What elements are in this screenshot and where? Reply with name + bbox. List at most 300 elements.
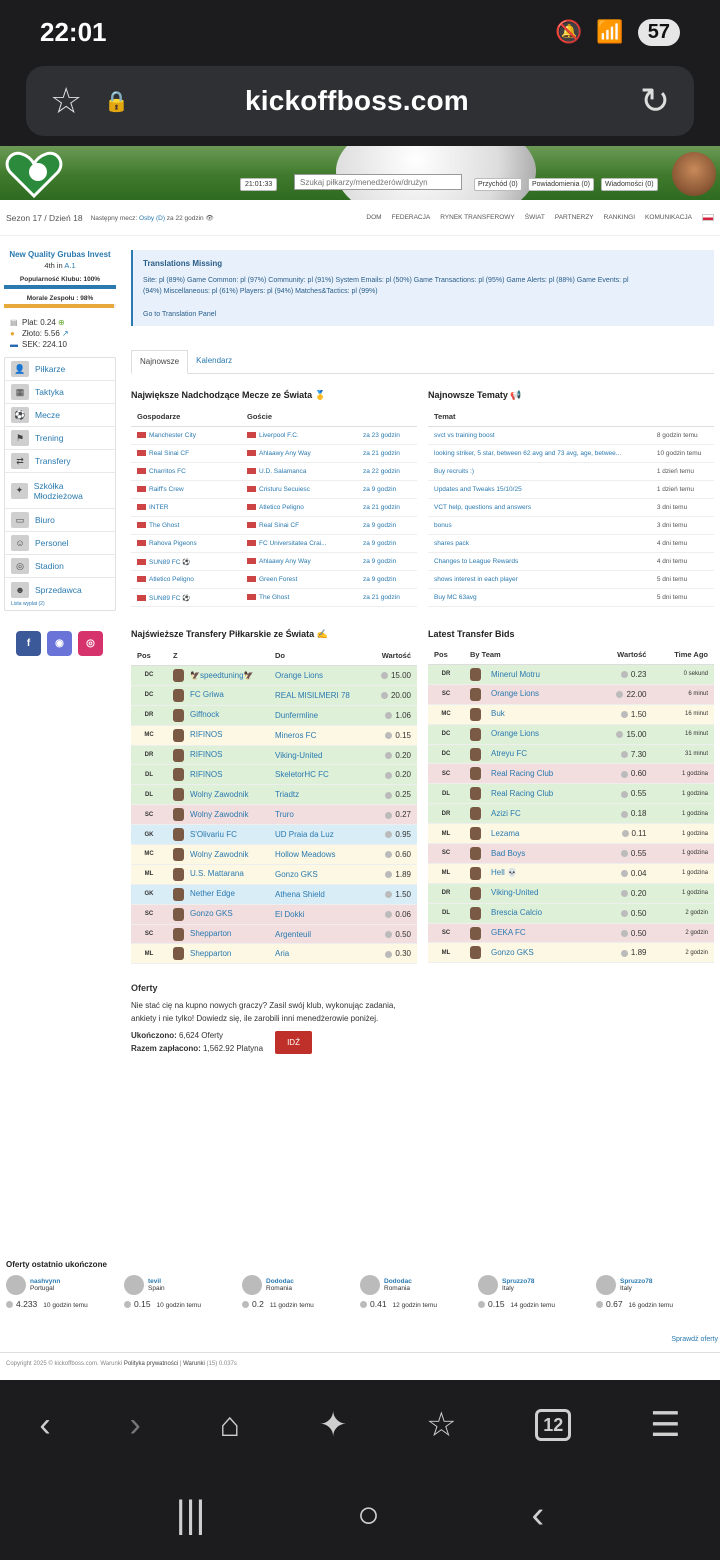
sidebar-item-label: Taktyka bbox=[35, 387, 64, 397]
team-cell[interactable] bbox=[464, 844, 596, 864]
browser-bottom-bar bbox=[0, 1380, 720, 1560]
recent-offer-header bbox=[360, 1275, 478, 1295]
recent-offer-info bbox=[384, 1278, 412, 1292]
tab-latest[interactable]: Najnowsze bbox=[131, 350, 188, 374]
to-team-cell[interactable]: UD Praia da Luz bbox=[269, 825, 369, 845]
league-pos-text: 4th in bbox=[44, 261, 63, 270]
sidebar-item-youth-academy[interactable] bbox=[5, 473, 115, 509]
value-text: 0.20 bbox=[395, 770, 411, 780]
player-face-icon bbox=[470, 907, 481, 920]
team-cell[interactable] bbox=[464, 923, 596, 943]
player-face-icon bbox=[173, 828, 184, 841]
user-name[interactable]: tevil bbox=[148, 1278, 162, 1285]
team-cell[interactable] bbox=[464, 684, 596, 704]
flag-icon bbox=[137, 576, 146, 582]
avatar[interactable] bbox=[360, 1275, 380, 1295]
col-topic: Temat bbox=[428, 407, 651, 427]
home-team-cell[interactable] bbox=[131, 445, 241, 463]
to-team-cell[interactable]: SkeletorHC FC bbox=[269, 765, 369, 785]
chart-icon[interactable]: ↗ bbox=[62, 329, 69, 338]
team-cell[interactable] bbox=[464, 724, 596, 744]
bookmark-star-icon[interactable]: ☆ bbox=[50, 80, 83, 121]
team-name[interactable]: Real Racing Club bbox=[491, 769, 554, 778]
sidebar-item-label: Biuro bbox=[35, 515, 55, 525]
home-team-cell[interactable] bbox=[131, 589, 241, 607]
flag-icon bbox=[247, 486, 256, 492]
transfers-table bbox=[131, 646, 417, 964]
team-name[interactable]: GEKA FC bbox=[491, 928, 526, 938]
player-face-icon bbox=[470, 847, 481, 860]
sidebar-item-seller[interactable] bbox=[5, 578, 115, 601]
to-team-cell[interactable]: Aria bbox=[269, 944, 369, 964]
bookmarks-icon[interactable]: ☆ bbox=[426, 1406, 457, 1444]
server-clock: 21:01:33 bbox=[240, 178, 277, 191]
user-name[interactable]: nashvynn bbox=[30, 1278, 61, 1285]
avatar[interactable] bbox=[124, 1275, 144, 1295]
flag-icon bbox=[137, 432, 146, 438]
team-cell[interactable] bbox=[464, 804, 596, 824]
table-row bbox=[428, 535, 714, 553]
table-row bbox=[131, 535, 417, 553]
menu-home[interactable]: DOM bbox=[366, 214, 382, 221]
value-cell bbox=[596, 764, 652, 784]
from-team-name[interactable]: 🦅speedtuning🦅 bbox=[190, 670, 254, 680]
user-name[interactable]: Spruzzo78 bbox=[502, 1278, 535, 1285]
topic-link[interactable]: Buy MC 63avg bbox=[428, 589, 651, 607]
team-cell[interactable] bbox=[464, 784, 596, 804]
position-cell: ML bbox=[131, 864, 167, 884]
from-team-name[interactable]: Wolny Zawodnik bbox=[190, 789, 249, 799]
from-team-name[interactable]: Gonzo GKS bbox=[190, 909, 233, 919]
value-cell bbox=[596, 704, 652, 724]
coin-icon bbox=[381, 692, 388, 699]
home-team-name[interactable]: Raiff's Crew bbox=[149, 486, 184, 493]
table-row bbox=[131, 924, 417, 944]
position-cell: SC bbox=[428, 923, 464, 943]
morale-bar bbox=[4, 304, 116, 308]
from-team-cell[interactable] bbox=[167, 785, 269, 805]
from-team-cell[interactable] bbox=[167, 725, 269, 745]
match-time[interactable]: za 9 godzin bbox=[357, 481, 417, 499]
match-time[interactable]: za 21 godzin bbox=[357, 499, 417, 517]
site-logo-icon[interactable] bbox=[4, 150, 64, 198]
sidebar-item-training[interactable] bbox=[5, 427, 115, 450]
team-name[interactable]: Atreyu FC bbox=[491, 749, 528, 759]
to-team-cell[interactable]: Truro bbox=[269, 805, 369, 825]
from-team-name[interactable]: S'Olivariu FC bbox=[190, 829, 237, 839]
from-team-name[interactable]: Shepparton bbox=[190, 949, 232, 959]
away-team-name[interactable]: Ahlaawy Any Way bbox=[259, 558, 311, 565]
language-flag-icon[interactable] bbox=[702, 214, 714, 221]
time-ago-cell: 1 godzina bbox=[652, 764, 714, 784]
to-team-cell[interactable]: Orange Lions bbox=[269, 666, 369, 686]
match-time[interactable]: za 22 godzin bbox=[357, 463, 417, 481]
team-name[interactable]: Real Racing Club bbox=[491, 788, 554, 798]
from-team-cell[interactable] bbox=[167, 944, 269, 964]
home-team-name[interactable]: The Ghost bbox=[149, 522, 180, 529]
table-row bbox=[131, 725, 417, 745]
coin-icon bbox=[360, 1301, 367, 1308]
privacy-link[interactable]: Polityka prywatności bbox=[123, 1361, 179, 1367]
away-team-cell[interactable] bbox=[241, 589, 357, 607]
sidebar-item-stadium[interactable] bbox=[5, 555, 115, 578]
to-team-cell[interactable]: Argenteuil bbox=[269, 924, 369, 944]
flag-icon bbox=[137, 595, 146, 601]
table-row bbox=[428, 903, 714, 923]
home-team-cell[interactable] bbox=[131, 535, 241, 553]
away-team-cell[interactable] bbox=[241, 571, 357, 589]
home-team-cell[interactable] bbox=[131, 517, 241, 535]
value-cell bbox=[369, 685, 417, 705]
from-team-name[interactable]: Wolny Zawodnik bbox=[190, 809, 249, 819]
player-face-icon bbox=[173, 888, 184, 901]
topic-link[interactable]: Buy recruits :) bbox=[428, 463, 651, 481]
menu-icon[interactable]: ☰ bbox=[650, 1406, 681, 1444]
url-text[interactable]: kickoffboss.com bbox=[244, 85, 469, 116]
to-team-cell[interactable]: El Dokki bbox=[269, 904, 369, 924]
team-cell[interactable] bbox=[464, 943, 596, 963]
system-navigation bbox=[0, 1470, 720, 1560]
seller-icon: ☻ bbox=[11, 582, 29, 598]
value-cell bbox=[596, 744, 652, 764]
from-team-cell[interactable] bbox=[167, 924, 269, 944]
user-name[interactable]: Dododac bbox=[266, 1278, 294, 1285]
table-row bbox=[428, 463, 714, 481]
away-team-cell[interactable] bbox=[241, 535, 357, 553]
from-team-name[interactable]: Nether Edge bbox=[190, 889, 235, 899]
team-name[interactable]: Hell 💀 bbox=[491, 868, 517, 878]
topic-time: 1 dzień temu bbox=[651, 481, 714, 499]
topic-link[interactable]: shows interest in each player bbox=[428, 571, 651, 589]
go-button[interactable]: IDŹ bbox=[275, 1031, 312, 1054]
home-team-cell[interactable] bbox=[131, 481, 241, 499]
from-team-cell[interactable] bbox=[167, 685, 269, 705]
team-cell[interactable] bbox=[464, 863, 596, 883]
from-team-cell[interactable] bbox=[167, 765, 269, 785]
team-name[interactable]: Brescia Calcio bbox=[491, 908, 543, 918]
team-cell[interactable] bbox=[464, 665, 596, 685]
table-row bbox=[428, 943, 714, 963]
player-face-icon bbox=[173, 808, 184, 821]
home-team-name[interactable]: Rahova Pigeons bbox=[149, 540, 197, 547]
league-link[interactable]: A.1 bbox=[64, 261, 76, 270]
home-team-cell[interactable] bbox=[131, 499, 241, 517]
from-team-cell[interactable] bbox=[167, 864, 269, 884]
income-button[interactable]: Przychód (0) bbox=[474, 178, 522, 191]
position-cell: SC bbox=[428, 844, 464, 864]
topic-link[interactable]: Changes to League Rewards bbox=[428, 553, 651, 571]
menu-partners[interactable]: PARTNERZY bbox=[554, 214, 594, 221]
menu-rankings[interactable]: RANKINGI bbox=[603, 214, 636, 221]
bids-table bbox=[428, 645, 714, 963]
coin-icon bbox=[385, 851, 392, 858]
offer-value: 0.2 bbox=[252, 1299, 264, 1309]
team-name[interactable]: Buk bbox=[491, 709, 505, 719]
topic-link[interactable]: looking striker, 5 star, between 62 avg and 73 avg, age, betwee... bbox=[428, 445, 651, 463]
away-team-name[interactable]: The Ghost bbox=[259, 594, 290, 601]
home-circle-icon[interactable]: ○ bbox=[356, 1493, 380, 1536]
lock-icon[interactable]: 🔒 bbox=[104, 90, 129, 113]
browser-navigation bbox=[0, 1380, 720, 1470]
menu-world[interactable]: ŚWIAT bbox=[524, 214, 545, 221]
player-face-icon bbox=[470, 867, 481, 880]
stadium-icon: ◎ bbox=[11, 558, 29, 574]
team-name[interactable]: Orange Lions bbox=[491, 689, 540, 699]
add-icon[interactable]: ⊕ bbox=[58, 318, 65, 327]
home-team-name[interactable]: Real Sinai CF bbox=[149, 450, 190, 457]
from-team-name[interactable]: Shepparton bbox=[190, 929, 232, 939]
table-row bbox=[131, 944, 417, 964]
home-team-name[interactable]: INTER bbox=[149, 504, 169, 511]
from-team-cell[interactable] bbox=[167, 904, 269, 924]
reload-icon[interactable]: ↻ bbox=[639, 80, 670, 121]
coin-icon bbox=[621, 811, 628, 818]
home-team-cell[interactable] bbox=[131, 571, 241, 589]
home-icon[interactable]: ⌂ bbox=[219, 1405, 241, 1444]
sidebar-item-staff[interactable] bbox=[5, 532, 115, 555]
user-country: Italy bbox=[620, 1285, 632, 1292]
away-team-name[interactable]: Atletico Peligno bbox=[259, 504, 304, 511]
team-name[interactable]: Gonzo GKS bbox=[491, 948, 534, 958]
paid-label: Razem zapłacono: bbox=[131, 1044, 201, 1054]
away-team-name[interactable]: Ahlaawy Any Way bbox=[259, 450, 311, 457]
home-team-name[interactable]: Manchester City bbox=[149, 432, 196, 439]
topic-link[interactable]: VCT help, questions and answers bbox=[428, 499, 651, 517]
time-ago-cell: 2 godzin bbox=[652, 903, 714, 923]
eye-icon[interactable]: 👁 bbox=[205, 214, 214, 222]
away-team-name[interactable]: Liverpool F.C. bbox=[259, 432, 299, 439]
sparkle-icon[interactable]: ✦ bbox=[318, 1406, 348, 1444]
player-face-icon bbox=[470, 728, 481, 741]
forward-icon[interactable]: › bbox=[129, 1405, 141, 1444]
coin-icon bbox=[616, 691, 623, 698]
from-team-cell[interactable] bbox=[167, 845, 269, 865]
coin-icon bbox=[621, 870, 628, 877]
from-team-name[interactable]: U.S. Mattarana bbox=[190, 869, 244, 879]
user-avatar[interactable] bbox=[672, 152, 716, 196]
translations-notice bbox=[131, 250, 714, 326]
match-time[interactable]: za 21 godzin bbox=[357, 589, 417, 607]
away-team-name[interactable]: Real Sinai CF bbox=[259, 522, 300, 529]
search-input[interactable] bbox=[294, 174, 462, 190]
col-team: By Team bbox=[464, 645, 596, 665]
next-match-team[interactable]: Osby (D) bbox=[138, 214, 165, 222]
sidebar-item-transfers[interactable] bbox=[5, 450, 115, 473]
home-team-name[interactable]: SUN89 FC ⚽ bbox=[149, 558, 191, 566]
sidebar-item-office[interactable] bbox=[5, 509, 115, 532]
team-name[interactable]: Minerul Motru bbox=[491, 669, 540, 679]
from-team-cell[interactable] bbox=[167, 825, 269, 845]
from-team-name[interactable]: FC Griwa bbox=[190, 690, 224, 700]
home-team-cell[interactable] bbox=[131, 553, 241, 571]
match-time[interactable]: za 23 godzin bbox=[357, 427, 417, 445]
value-cell bbox=[596, 844, 652, 864]
team-name[interactable]: Bad Boys bbox=[491, 848, 526, 858]
tabs-button[interactable]: 12 bbox=[535, 1409, 571, 1441]
team-name[interactable]: Viking-United bbox=[491, 888, 539, 898]
match-time[interactable]: za 9 godzin bbox=[357, 571, 417, 589]
match-time[interactable]: za 21 godzin bbox=[357, 445, 417, 463]
team-name[interactable]: Azizi FC bbox=[491, 808, 521, 818]
topic-link[interactable]: shares pack bbox=[428, 535, 651, 553]
wishlist-link[interactable]: Lista wyplat (2) bbox=[11, 601, 45, 607]
user-name[interactable]: Spruzzo78 bbox=[620, 1278, 653, 1285]
messages-button[interactable]: Wiadomości (0) bbox=[601, 178, 658, 191]
player-face-icon bbox=[173, 729, 184, 742]
away-team-cell[interactable] bbox=[241, 499, 357, 517]
home-team-cell[interactable] bbox=[131, 463, 241, 481]
topic-link[interactable]: Updates and Tweaks 15/10/25 bbox=[428, 481, 651, 499]
match-time[interactable]: za 9 godzin bbox=[357, 517, 417, 535]
recent-offer-info bbox=[620, 1278, 653, 1292]
facebook-icon[interactable]: f bbox=[16, 631, 41, 656]
table-row bbox=[428, 499, 714, 517]
see-offers-link[interactable]: Sprawdź oferty bbox=[671, 1336, 718, 1343]
recent-offer bbox=[596, 1275, 714, 1309]
translation-panel-link[interactable]: Go to Translation Panel bbox=[143, 311, 217, 318]
system-back-icon[interactable]: ‹ bbox=[531, 1493, 545, 1536]
team-cell[interactable] bbox=[464, 744, 596, 764]
value-text: 22.00 bbox=[626, 689, 647, 699]
from-team-cell[interactable] bbox=[167, 745, 269, 765]
platinum-balance bbox=[10, 318, 116, 327]
position-cell: SC bbox=[131, 904, 167, 924]
menu-federation[interactable]: FEDERACJA bbox=[391, 214, 431, 221]
avatar[interactable] bbox=[242, 1275, 262, 1295]
player-face-icon bbox=[470, 807, 481, 820]
from-team-name[interactable]: RIFINOS bbox=[190, 770, 223, 779]
terms-link[interactable]: Warunki bbox=[183, 1361, 205, 1367]
value-text: 0.06 bbox=[395, 909, 411, 919]
away-team-name[interactable]: Cristuru Secuiesc bbox=[259, 486, 310, 493]
table-row bbox=[428, 481, 714, 499]
away-team-cell[interactable] bbox=[241, 553, 357, 571]
home-team-name[interactable]: Charritos FC bbox=[149, 468, 186, 475]
sidebar-item-players[interactable] bbox=[5, 358, 115, 381]
top-tables bbox=[131, 390, 714, 607]
from-team-cell[interactable] bbox=[167, 805, 269, 825]
topic-time: 5 dni temu bbox=[651, 571, 714, 589]
match-time[interactable]: za 9 godzin bbox=[357, 535, 417, 553]
team-cell[interactable] bbox=[464, 883, 596, 903]
home-team-name[interactable]: Atletico Peligno bbox=[149, 576, 194, 583]
bids-title: Latest Transfer Bids bbox=[428, 629, 515, 639]
table-row bbox=[131, 845, 417, 865]
value-text: 0.60 bbox=[395, 849, 411, 859]
avatar[interactable] bbox=[596, 1275, 616, 1295]
away-team-cell[interactable] bbox=[241, 427, 357, 445]
team-cell[interactable] bbox=[464, 764, 596, 784]
away-team-cell[interactable] bbox=[241, 463, 357, 481]
avatar[interactable] bbox=[6, 1275, 26, 1295]
home-team-cell[interactable] bbox=[131, 427, 241, 445]
team-name[interactable]: Orange Lions bbox=[491, 729, 540, 739]
morale-fill bbox=[4, 304, 114, 308]
table-row bbox=[428, 784, 714, 804]
matches-title: Największe Nadchodzące Mecze ze Świata 🥇 bbox=[131, 390, 326, 400]
away-team-cell[interactable] bbox=[241, 517, 357, 535]
team-cell[interactable] bbox=[464, 704, 596, 724]
menu-transfer-market[interactable]: RYNEK TRANSFEROWY bbox=[440, 214, 515, 221]
recents-icon[interactable]: ||| bbox=[175, 1493, 206, 1536]
from-team-name[interactable]: Giffnock bbox=[190, 710, 220, 720]
table-row bbox=[428, 724, 714, 744]
team-name[interactable]: Lezama bbox=[491, 828, 520, 838]
to-team-cell[interactable]: Triadtz bbox=[269, 785, 369, 805]
match-time[interactable]: za 9 godzin bbox=[357, 553, 417, 571]
popularity-label: Popularność Klubu: 100% bbox=[19, 276, 101, 283]
to-team-cell[interactable]: Dunfermline bbox=[269, 705, 369, 725]
flag-icon bbox=[247, 450, 256, 456]
from-team-name[interactable]: RIFINOS bbox=[190, 750, 223, 760]
to-team-cell[interactable]: Athena Shield bbox=[269, 884, 369, 904]
sidebar-item-tactics[interactable] bbox=[5, 381, 115, 404]
value-text: 0.20 bbox=[395, 750, 411, 760]
value-text: 15.00 bbox=[626, 729, 647, 739]
from-team-cell[interactable] bbox=[167, 884, 269, 904]
discord-icon[interactable]: ◉ bbox=[47, 631, 72, 656]
topic-link[interactable]: svct vs training boost bbox=[428, 427, 651, 445]
topic-time: 3 dni temu bbox=[651, 517, 714, 535]
to-team-cell[interactable]: Viking-United bbox=[269, 745, 369, 765]
away-team-cell[interactable] bbox=[241, 445, 357, 463]
club-name[interactable]: New Quality Grubas Invest bbox=[9, 250, 111, 259]
coin-icon bbox=[124, 1301, 131, 1308]
away-team-cell[interactable] bbox=[241, 481, 357, 499]
recent-offer bbox=[360, 1275, 478, 1309]
value-text: 0.04 bbox=[630, 868, 647, 878]
player-face-icon bbox=[470, 748, 481, 761]
flag-icon bbox=[247, 558, 256, 564]
recent-offer bbox=[124, 1275, 242, 1309]
value-cell bbox=[596, 684, 652, 704]
footer-meta: (15) 0.037s bbox=[206, 1361, 237, 1367]
recent-offer-info bbox=[266, 1278, 294, 1292]
sidebar-item-label: Mecze bbox=[35, 410, 61, 420]
to-team-cell[interactable]: Mineros FC bbox=[269, 725, 369, 745]
address-bar[interactable] bbox=[26, 66, 694, 136]
value-text: 1.89 bbox=[630, 948, 647, 958]
from-team-name[interactable]: RIFINOS bbox=[190, 730, 223, 740]
gold-icon: ● bbox=[10, 329, 15, 338]
to-team-cell[interactable]: Hollow Meadows bbox=[269, 845, 369, 865]
from-team-cell[interactable] bbox=[167, 705, 269, 725]
user-name[interactable]: Dododac bbox=[384, 1278, 412, 1285]
to-team-cell[interactable]: Gonzo GKS bbox=[269, 864, 369, 884]
away-team-name[interactable]: Green Forest bbox=[259, 576, 298, 583]
to-team-cell[interactable]: REAL MISILMERI 78 bbox=[269, 685, 369, 705]
away-team-name[interactable]: FC Universitatea Crai... bbox=[259, 540, 327, 547]
value-text: 0.60 bbox=[630, 769, 647, 779]
menu-communication[interactable]: KOMUNIKACJA bbox=[645, 214, 692, 221]
topic-link[interactable]: bonus bbox=[428, 517, 651, 535]
from-team-name[interactable]: Wolny Zawodnik bbox=[190, 849, 249, 859]
from-team-cell[interactable] bbox=[167, 666, 269, 686]
away-team-name[interactable]: U.D. Salamanca bbox=[259, 468, 307, 475]
home-team-name[interactable]: SUN89 FC ⚽ bbox=[149, 594, 191, 602]
back-icon[interactable]: ‹ bbox=[39, 1405, 51, 1444]
team-cell[interactable] bbox=[464, 903, 596, 923]
tab-calendar[interactable]: Kalendarz bbox=[196, 356, 233, 365]
col-pos: Pos bbox=[428, 645, 464, 665]
sidebar-item-matches[interactable] bbox=[5, 404, 115, 427]
table-row bbox=[131, 463, 417, 481]
team-cell[interactable] bbox=[464, 824, 596, 844]
instagram-icon[interactable]: ◎ bbox=[78, 631, 103, 656]
avatar[interactable] bbox=[478, 1275, 498, 1295]
coin-icon bbox=[621, 751, 628, 758]
notifications-button[interactable]: Powiadomienia (0) bbox=[528, 178, 594, 191]
